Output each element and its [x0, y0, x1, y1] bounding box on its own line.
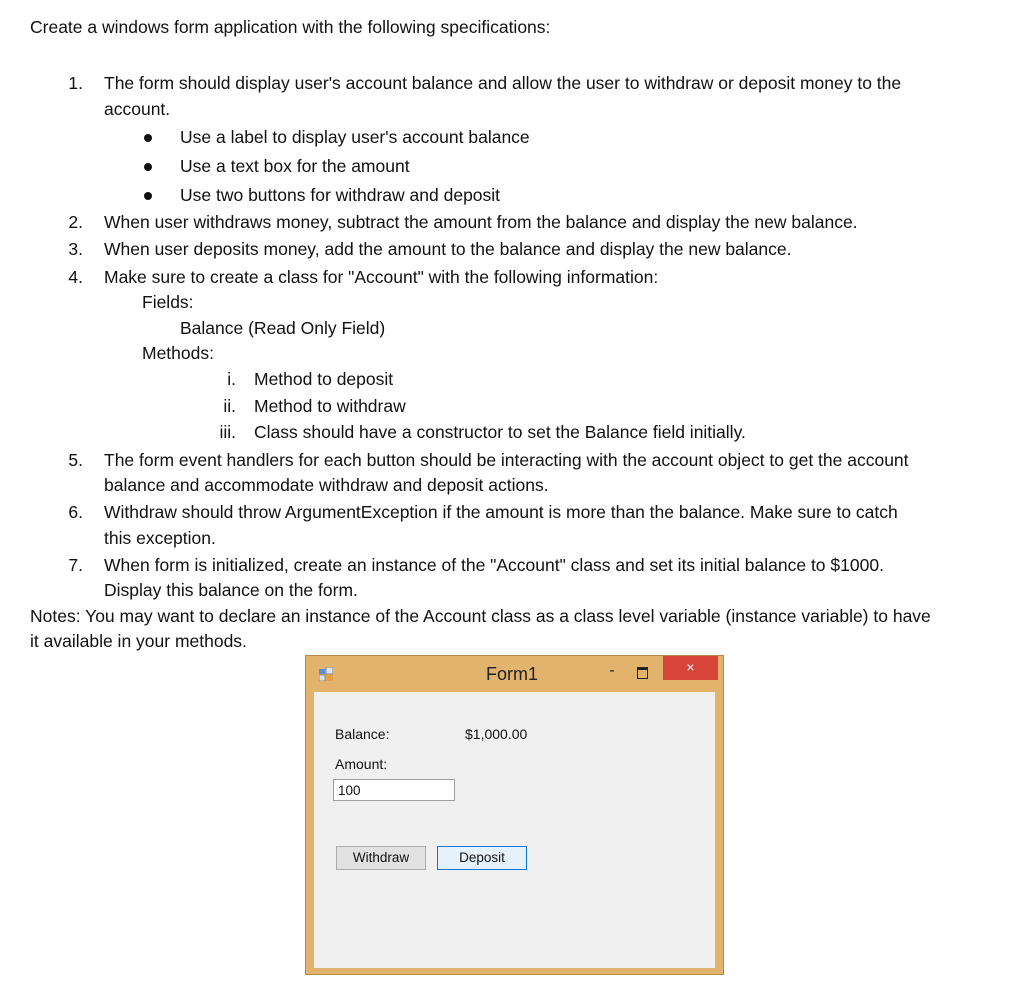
balance-label: Balance: [335, 726, 390, 742]
item-2-text: When user withdraws money, subtract the amount from the balance and display the new balance. [104, 212, 858, 232]
item-7-number: 7. [68, 555, 83, 575]
method-1-text: Method to deposit [254, 369, 394, 389]
form1-window [305, 655, 724, 975]
item-7-line-1: When form is initialized, create an instance of the "Account" class and set its initial balance to $1000. [104, 555, 884, 575]
minimize-button[interactable]: - [609, 662, 615, 679]
fields-label: Fields: [142, 292, 194, 312]
method-2-text: Method to withdraw [254, 396, 406, 416]
bullet-2: Use a text box for the amount [180, 156, 410, 176]
item-3-text: When user deposits money, add the amount to the balance and display the new balance. [104, 239, 792, 259]
notes-line-2: it available in your methods. [30, 631, 247, 651]
notes-line-1: Notes: You may want to declare an instance of the Account class as a class level variable (instance variable) to have [30, 606, 931, 626]
item-1-line-2: account. [104, 99, 171, 119]
intro-text: Create a windows form application with the following specifications: [30, 17, 551, 37]
method-1-number: i. [227, 369, 236, 389]
close-button[interactable]: × [663, 656, 718, 680]
bullet-icon [144, 134, 152, 142]
item-7-line-2: Display this balance on the form. [104, 580, 358, 600]
amount-label: Amount: [335, 756, 388, 772]
method-3-number: iii. [219, 422, 236, 442]
method-3-text: Class should have a constructor to set the Balance field initially. [254, 422, 746, 442]
item-6-line-2: this exception. [104, 528, 216, 548]
amount-input[interactable]: 100 [333, 779, 455, 801]
deposit-button[interactable]: Deposit [437, 846, 527, 870]
item-5-line-2: balance and accommodate withdraw and deposit actions. [104, 475, 549, 495]
maximize-button[interactable] [633, 662, 653, 682]
methods-label: Methods: [142, 343, 214, 363]
item-4-text: Make sure to create a class for "Account" with the following information: [104, 267, 659, 287]
item-1-line-1: The form should display user's account balance and allow the user to withdraw or deposit money to the [104, 73, 902, 93]
item-3-number: 3. [68, 239, 83, 259]
form-client-area [314, 692, 715, 968]
balance-value: $1,000.00 [465, 726, 528, 742]
item-6-line-1: Withdraw should throw ArgumentException if the amount is more than the balance. Make sure to catch [104, 502, 898, 522]
bullet-icon [144, 192, 152, 200]
item-5-line-1: The form event handlers for each button should be interacting with the account object to get the account [104, 450, 909, 470]
bullet-3: Use two buttons for withdraw and deposit [180, 185, 501, 205]
item-6-number: 6. [68, 502, 83, 522]
bullet-icon [144, 163, 152, 171]
bullet-1: Use a label to display user's account balance [180, 127, 530, 147]
item-5-number: 5. [68, 450, 83, 470]
field-balance: Balance (Read Only Field) [180, 318, 386, 338]
method-2-number: ii. [223, 396, 236, 416]
item-4-number: 4. [68, 267, 83, 287]
item-1-number: 1. [68, 73, 83, 93]
item-2-number: 2. [68, 212, 83, 232]
window-title: Form1 [486, 664, 539, 684]
app-icon [319, 667, 333, 681]
maximize-icon [637, 667, 648, 679]
window-title-bar[interactable] [306, 656, 723, 692]
withdraw-button[interactable]: Withdraw [336, 846, 426, 870]
